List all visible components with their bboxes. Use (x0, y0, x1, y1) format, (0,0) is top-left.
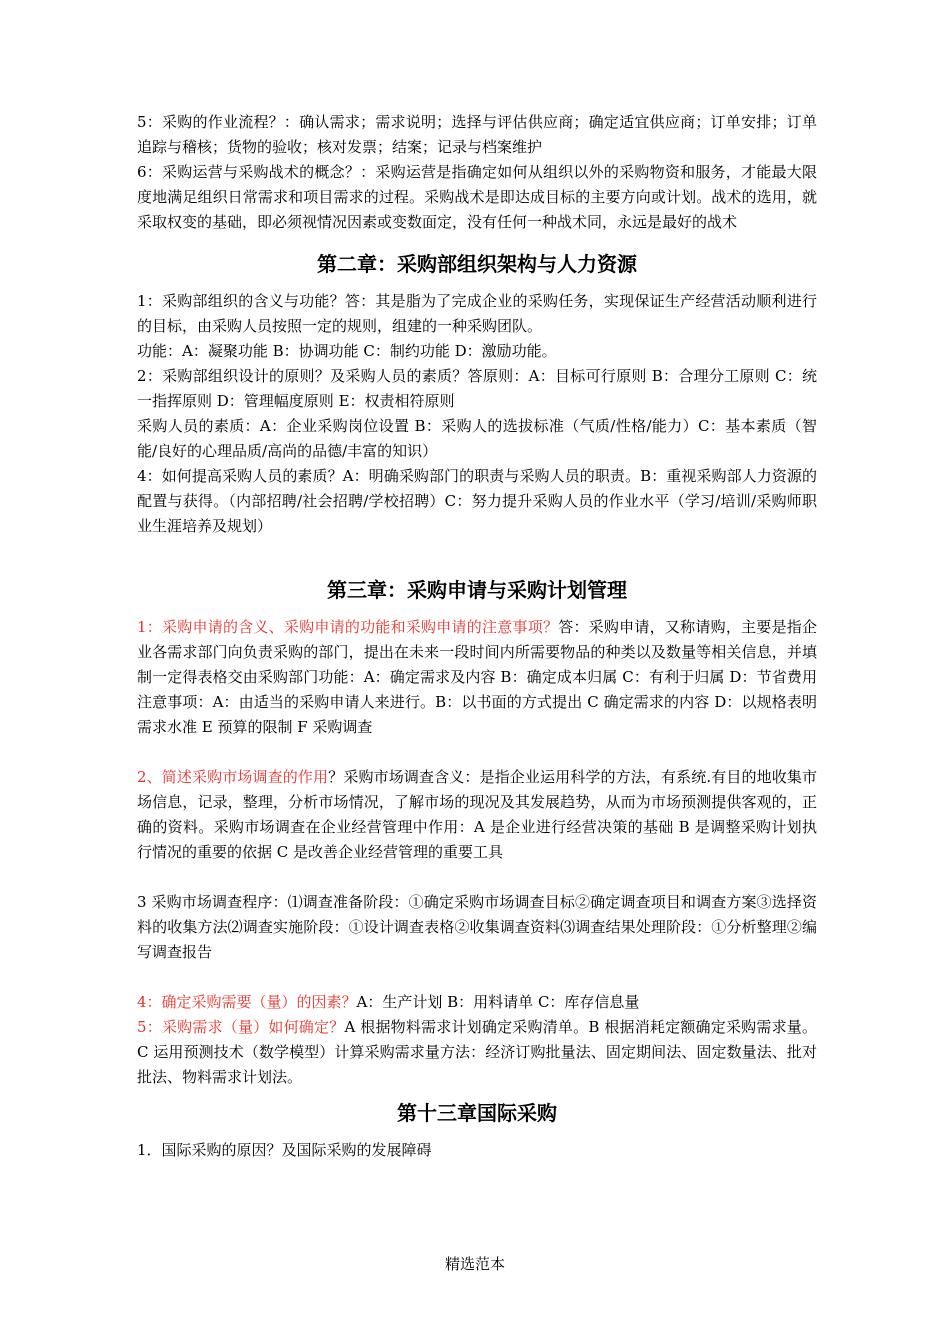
paragraph-international-procurement: 1．国际采购的原因？及国际采购的发展障碍 (137, 1141, 432, 1159)
paragraph-org-functions: 功能：A：凝聚功能 B：协调功能 C：制约功能 D：激励功能。 (137, 342, 557, 360)
paragraph-market-research (137, 765, 817, 865)
paragraph-org-principles: 2：采购部组织设计的原则？及采购人员的素质？答原则：A：目标可行原则 B：合理分工原则 C：统一指挥原则 D：管理幅度原则 E：权责相符原则 (137, 367, 817, 410)
paragraph-procurement-process: 5：采购的作业流程？：确认需求；需求说明；选择与评估供应商；确定适宜供应商；订单安排；订单追踪与稽核；货物的验收；核对发票；结案；记录与档案维护 (137, 113, 817, 156)
paragraph-purchase-request (137, 615, 817, 740)
paragraph-staff-qualities: 采购人员的素质：A：企业采购岗位设置 B：采购人的选拔标准（气质/性格/能力）C：基本素质（智能/良好的心理品质/高尚的品德/丰富的知识） (137, 417, 817, 460)
page-footer: 精选范本 (445, 1255, 506, 1273)
spacer (137, 740, 817, 765)
chapter-3-title: 第三章：采购申请与采购计划管理 (327, 578, 627, 602)
spacer (137, 865, 817, 890)
question-demand-factors: 4：确定采购需要（量）的因素？ (137, 993, 357, 1011)
question-demand-determination: 5：采购需求（量）如何确定？ (137, 1018, 345, 1036)
paragraph-demand-factors (137, 990, 817, 1015)
answer-demand-determination: A 根据物料需求计划确定采购清单。B 根据消耗定额确定采购需求量。C 运用预测技术（数学模型）计算采购需求量方法：经济订购批量法、固定期间法、固定数量法、批对批法、物料需求计划法。 (137, 1018, 818, 1086)
paragraph-research-procedure: 3 采购市场调查程序：⑴调查准备阶段：①确定采购市场调查目标②确定调查项目和调查方案③选择资料的收集方法⑵调查实施阶段：①设计调查表格②收集调查资料⑶调查结果处理阶段：①分析整理②编写调查报告 (137, 893, 817, 961)
answer-demand-factors: A：生产计划 B：用料请单 C：库存信息量 (356, 993, 640, 1011)
chapter-13-title: 第十三章国际采购 (397, 1101, 557, 1125)
question-purchase-request: 1：采购申请的含义、采购申请的功能和采购申请的注意事项？ (137, 618, 559, 636)
answer-purchase-request: 答：采购申请，又称请购，主要是指企业各需求部门向负责采购的部门，提出在未来一段时间内所需要物品的种类以及数量等相关信息，并填制一定得表格交由采购部门功能：A：确定需求及内容 B：确定成本归属 C：有利于归属 D：节省费用注意事项：A：由适当的采购申请人来进行。B：以书面的方式提出 C 确定需求的内容 D：以规格表明需求水准 E 预算的限制 F 采购调查 (137, 618, 818, 736)
document-body (137, 110, 817, 1163)
paragraph-demand-determination (137, 1015, 817, 1090)
paragraph-procurement-operations: 6：采购运营与采购战术的概念？：采购运营是指确定如何从组织以外的采购物资和服务，才能最大限度地满足组织日常需求和项目需求的过程。采购战术是即达成目标的主要方向或计划。战术的选用，就采取权变的基础，即必须视情况因素或变数面定，没有任何一种战术同，永远是最好的战术 (137, 163, 817, 231)
answer-market-research: ？采购市场调查含义：是指企业运用科学的方法，有系统.有目的地收集市场信息，记录，整理，分析市场情况，了解市场的现况及其发展趋势，从而为市场预测提供客观的，正确的资料。采购市场调查在企业经营管理中作用：A 是企业进行经营决策的基础 B 是调整采购计划执行情况的重要的依据 C 是改善企业经营管理的重要工具 (137, 768, 817, 861)
chapter-2-title: 第二章：采购部组织架构与人力资源 (317, 252, 637, 276)
question-market-research: 2、简述采购市场调查的作用 (137, 768, 329, 786)
paragraph-org-meaning: 1：采购部组织的含义与功能？答：其是脂为了完成企业的采购任务，实现保证生产经营活动顺利进行的目标，由采购人员按照一定的规则，组建的一种采购团队。 (137, 292, 817, 335)
paragraph-improve-qualities: 4：如何提高采购人员的素质？A：明确采购部门的职责与采购人员的职责。B：重视采购部人力资源的配置与获得。（内部招聘/社会招聘/学校招聘）C：努力提升采购人员的作业水平（学习/培训/采购师职业生涯培养及规划） (137, 467, 817, 535)
spacer (137, 965, 817, 990)
